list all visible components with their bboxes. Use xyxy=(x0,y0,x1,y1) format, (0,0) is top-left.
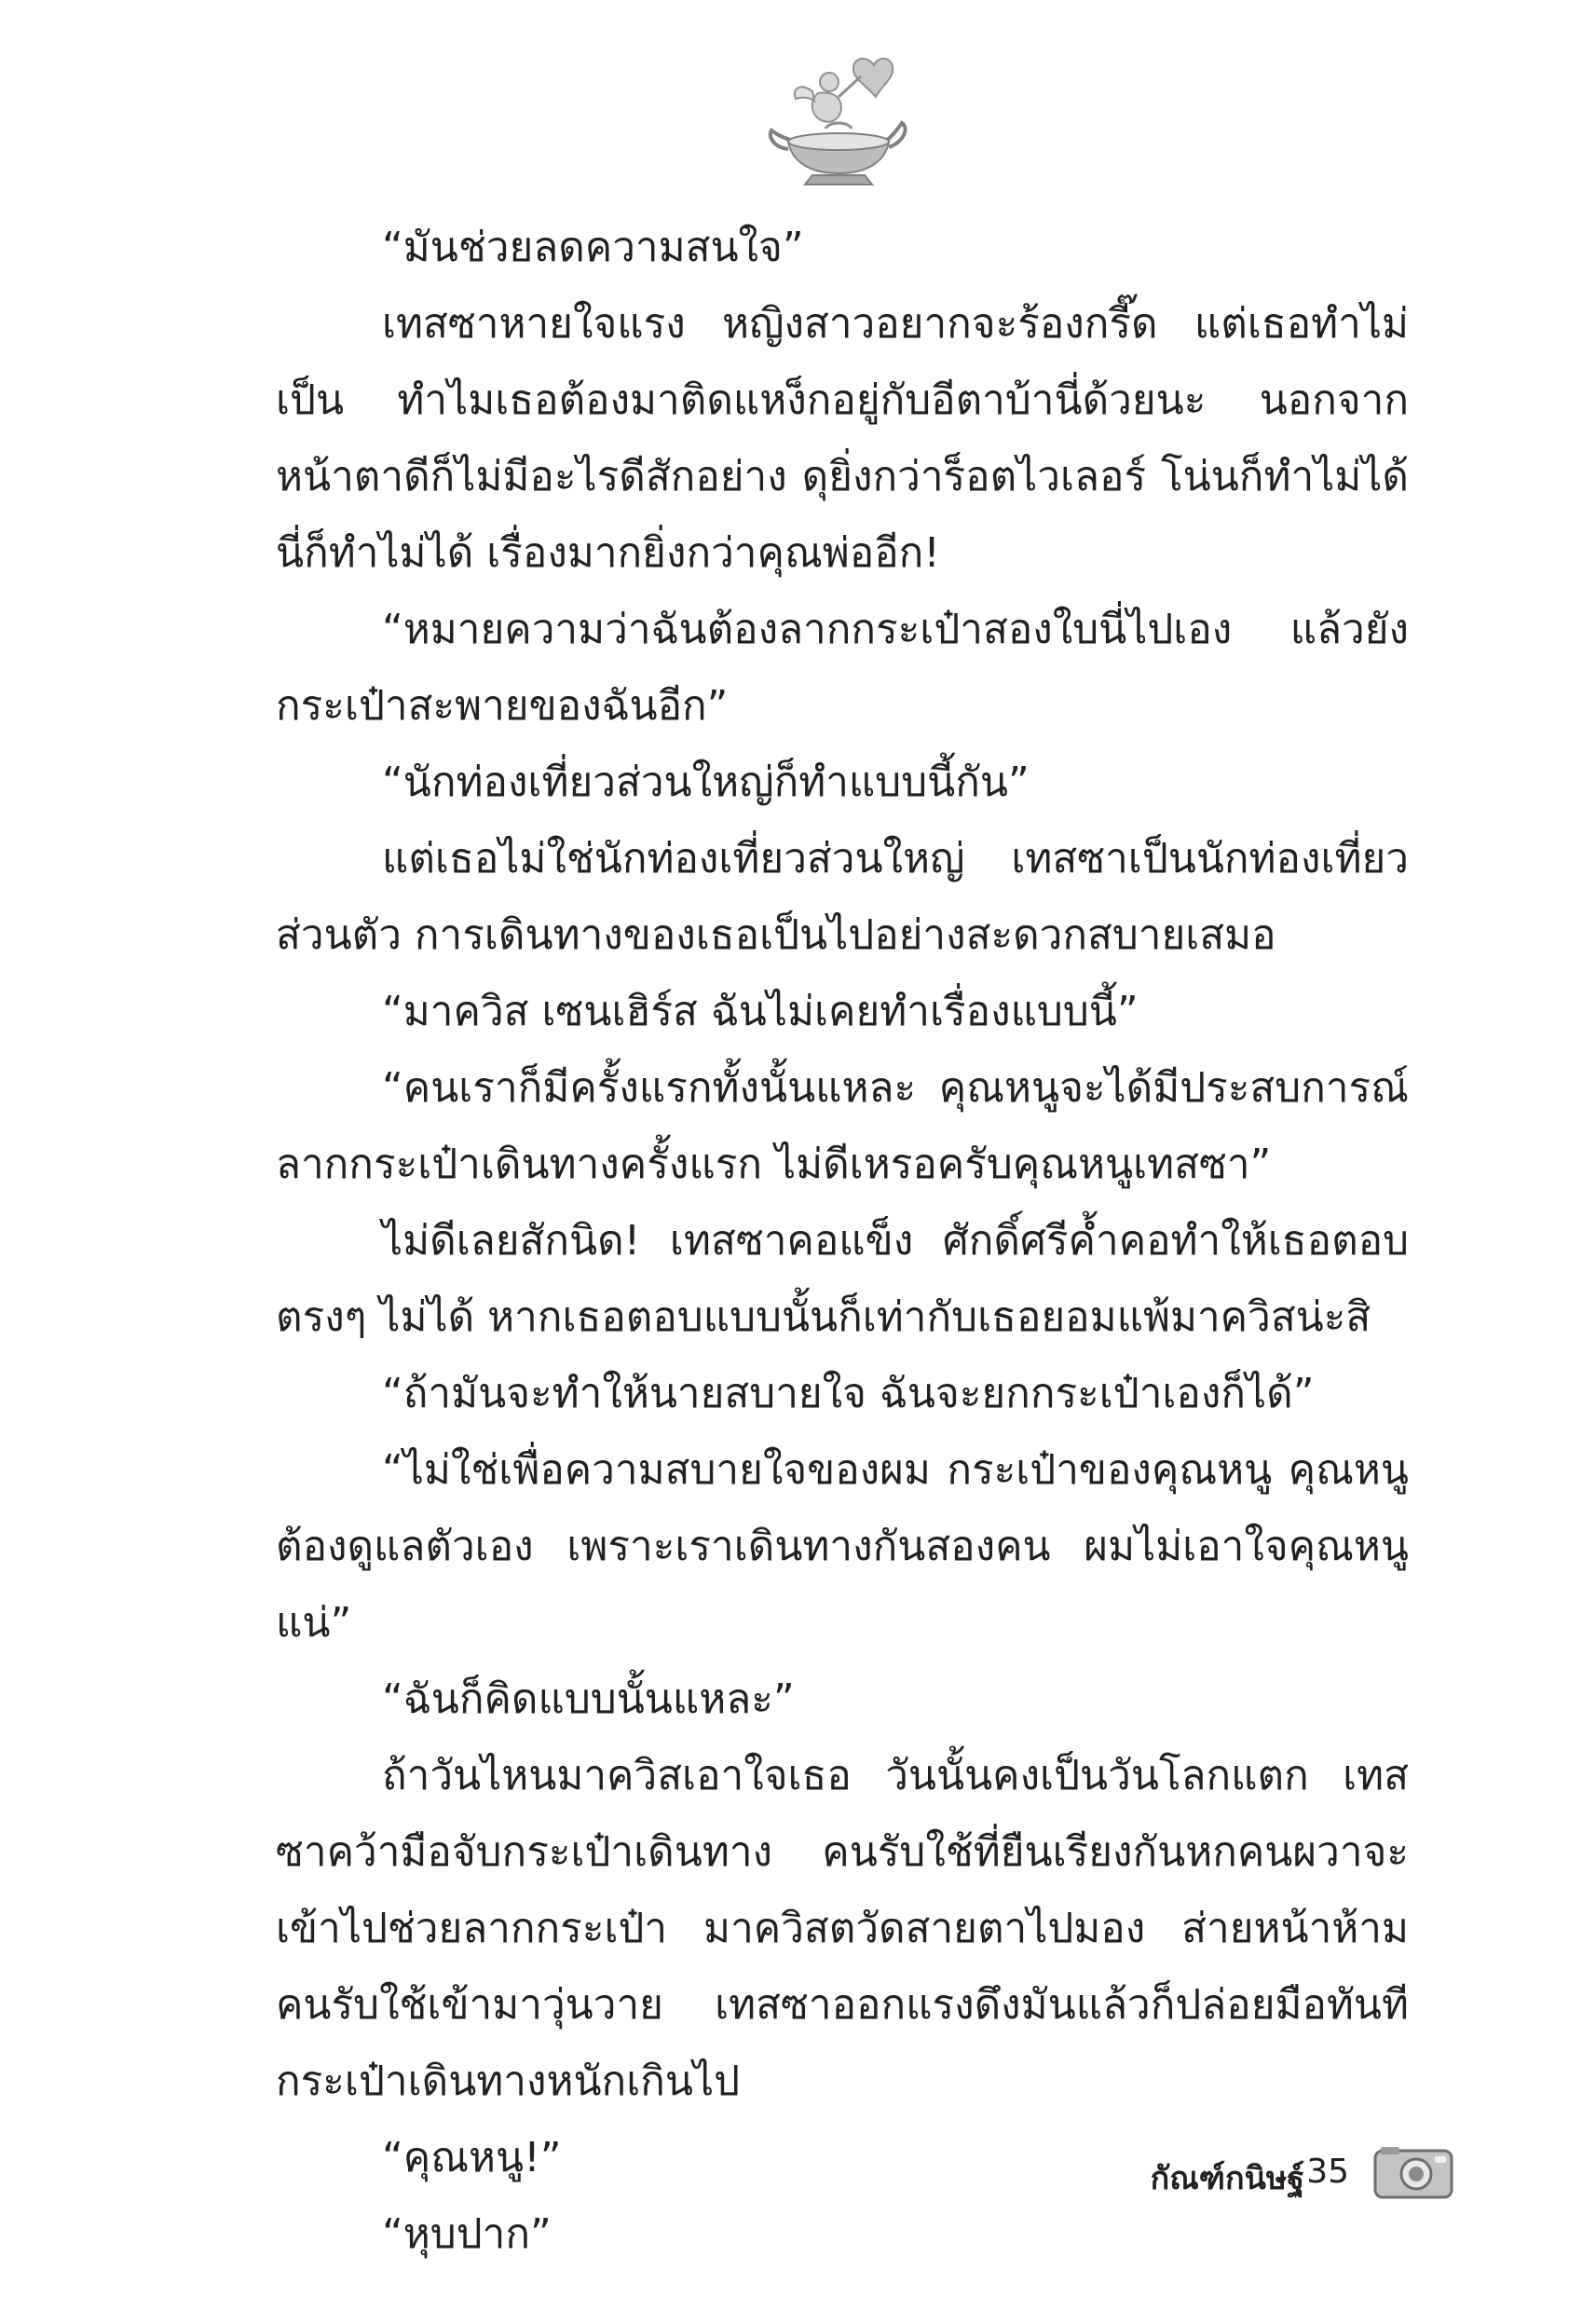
paragraph-7: “คนเราก็มีครั้งแรกทั้งนั้นแหละ คุณหนูจะได้มีประสบการณ์ลากกระเป๋าเดินทางครั้งแรก ไม่ดีเหรอครับคุณหนูเทสซา” xyxy=(276,1064,1409,1188)
paragraph-9: “ถ้ามันจะทำให้นายสบายใจ ฉันจะยกกระเป๋าเองก็ได้” xyxy=(382,1370,1315,1417)
teapot-cupid-ornament-icon xyxy=(764,45,913,194)
paragraph-5: แต่เธอไม่ใช่นักท่องเที่ยวส่วนใหญ่ เทสซาเป็นนักท่องเที่ยวส่วนตัว การเดินทางของเธอเป็นไปอย่างสะดวกสบายเสมอ xyxy=(276,835,1409,959)
paragraph-11: “ฉันก็คิดแบบนั้นแหละ” xyxy=(382,1675,795,1723)
paragraph-4: “นักท่องเที่ยวส่วนใหญ่ก็ทำแบบนี้กัน” xyxy=(382,759,1030,806)
page-number: 35 xyxy=(1306,2153,1349,2191)
paragraph-6: “มาควิส เซนเฮิร์ส ฉันไม่เคยทำเรื่องแบบนี้” xyxy=(382,988,1139,1035)
body-text xyxy=(276,210,1409,2273)
page-footer xyxy=(1099,2140,1453,2214)
paragraph-3: “หมายความว่าฉันต้องลากกระเป๋าสองใบนี่ไปเอง แล้วยังกระเป๋าสะพายของฉันอีก” xyxy=(276,606,1409,730)
paragraph-8: ไม่ดีเลยสักนิด! เทสซาคอแข็ง ศักดิ์ศรีค้ำคอทำให้เธอตอบตรงๆ ไม่ได้ หากเธอตอบแบบนั้นก็เท่ากับเธอยอมแพ้มาควิสน่ะสิ xyxy=(276,1217,1409,1341)
camera-icon xyxy=(1373,2145,1453,2201)
paragraph-13: “คุณหนู!” xyxy=(382,2134,562,2181)
paragraph-1: “มันช่วยลดความสนใจ” xyxy=(382,224,804,271)
author-name: กัณฑ์กนิษฐ์ xyxy=(1150,2160,1304,2197)
paragraph-10: “ไม่ใช่เพื่อความสบายใจของผม กระเป๋าของคุณหนู คุณหนูต้องดูแลตัวเอง เพราะเราเดินทางกันสองคน ผมไม่เอาใจคุณหนูแน่” xyxy=(276,1446,1409,1647)
paragraph-12: ถ้าวันไหนมาควิสเอาใจเธอ วันนั้นคงเป็นวันโลกแตก เทสซาคว้ามือจับกระเป๋าเดินทาง คนรับใช้ที่ยืนเรียงกันหกคนผวาจะเข้าไปช่วยลากกระเป๋า มาควิสตวัดสายตาไปมอง ส่ายหน้าห้ามคนรับใช้เข้ามาวุ่นวาย เทสซาออกแรงดึงมันแล้วก็ปล่อยมือทันที กระเป๋าเดินทางหนักเกินไป xyxy=(276,1752,1409,2105)
paragraph-14: “หุบปาก” xyxy=(382,2210,552,2258)
paragraph-2: เทสซาหายใจแรง หญิงสาวอยากจะร้องกรี๊ด แต่เธอทำไม่เป็น ทำไมเธอต้องมาติดแหง็กอยู่กับอีตาบ้านี่ด้วยนะ นอกจากหน้าตาดีก็ไม่มีอะไรดีสักอย่าง ดุยิ่งกว่าร็อตไวเลอร์ โน่นก็ทำไม่ได้ นี่ก็ทำไม่ได้ เรื่องมากยิ่งกว่าคุณพ่ออีก! xyxy=(276,300,1409,577)
